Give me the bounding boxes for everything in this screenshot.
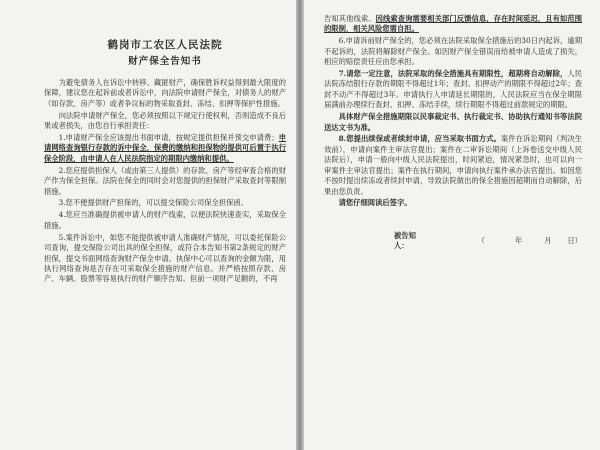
item-1-emphasis: 申请网络查询银行存款的诉中保全，保费的缴纳和担保物的提供可后置于执行保全阶段，由申请人在人民法院指定的期限内缴纳和提供。	[44, 133, 287, 163]
signature-row	[324, 231, 582, 252]
paragraph-item-5: 5.案件诉讼中，如您不能提供被申请人准确财产情况，可以委托保险公司查询，提交保险公司出具的保全担保，或符合本告知书第2条规定的财产担保，提交书面网络查询财产保全申请。执保中心可以查询的金额为限，用执行网络查询是否存在可采取保全措施的财产信息。并严格按照存款、房产、车辆、股票等容易执行的财产顺序告知。但前一项财产足额的，不再	[44, 232, 286, 284]
paragraph-item-6: 6.申请诉前财产保全的，您必须在法院采取保全措施后的30日内起诉，逾期不起诉的，法院将解除财产保全。如因财产保全错误而给被申请人造成了损失，相应的赔偿责任应由您承担。	[324, 36, 582, 67]
paragraph-sign-prompt: 请您仔细阅读后签字。	[338, 198, 412, 208]
item-8-lead: 8.您提出续保或者续封申请，	[338, 134, 435, 144]
paragraph-intro: 为避免债务人在诉讼中转移、藏匿财产，确保胜诉权益得到最大限度的保障，建议您在起诉前或者诉讼中，向法院申请财产保全，对债务人的财产（如存款、房产等）或者争议标的物采取查封、冻结、扣押等保护性措施。	[44, 78, 286, 108]
item-8-text: 案件在诉讼期间（判决生效前），申请向案件主审法官提出；案件在二审诉讼期间（上诉卷送交中级人民法院后），申请一般向中级人民法院提出，时间紧迫，情况紧急时，也可以向一审案件主审法官提出；案件在执行期间，申请向执行案件承办法官提出。如因您不按时提出续冻或者续封申请，导致法院做出的保全措施因超期而自动解除，后果由您负责。	[324, 134, 583, 196]
paragraph-item-3: 3.您不便提供财产担保的，可以提交保险公司保全担保函。	[58, 198, 248, 208]
paragraph-item-8	[324, 134, 582, 196]
paragraph-item-1	[44, 133, 286, 164]
paragraph-rules: 向法院申请财产保全，您必须按照以下规定行使权利，否则造成不良后果或者损失，由您自行承担责任：	[44, 110, 286, 131]
book-gutter	[296, 0, 304, 450]
paragraph-item-4: 4.您应当准确提供被申请人的财产线索，以便法院快速查实，采取保全措施。	[44, 210, 286, 230]
paragraph-continued	[324, 14, 582, 35]
right-page	[304, 0, 600, 450]
date-year: 年	[514, 236, 523, 246]
date-open-paren: （	[477, 236, 485, 246]
item-7-emphasis: 7.请您一定注意，法院采取的保全措施具有期限性，超期将自动解除，	[338, 69, 568, 79]
date-month: 月	[544, 236, 552, 246]
court-title: 鹤岗市工农区人民法院	[107, 39, 223, 51]
left-page	[0, 0, 296, 450]
notice-title: 财产保全告知书	[128, 56, 202, 67]
continued-text: 告知其他线索。	[324, 14, 376, 23]
item-1-text: 1.申请财产保全应该提出书面申请，按规定提供担保并预交申请费；	[58, 133, 279, 143]
signature-date	[478, 236, 582, 246]
paragraph-period-note: 具体财产保全措施期限以民事裁定书、执行裁定书、协助执行通知书等法院送达文书为准。	[324, 112, 582, 132]
paragraph-item-2: 2.您应提供担保人（或由第三人提供）的存款、房产等经审查合格的财产作为保全担保。法院在保全的同时会对您提供的担保财产采取查封等限制措施。	[44, 165, 286, 196]
item-7-text: 人民法院冻结银行存款的期限不得超过1年；查封、扣押动产的期限不得超过2年；查封不动产不得超过3年。申请执行人申请延长期限的，人民法院应当在保全期限届满前办理续行查封、扣押、冻结手续，续行期限不得超过前款规定的期限。	[324, 69, 582, 110]
signature-label: 被告知人：	[394, 230, 416, 251]
paragraph-item-7	[324, 69, 582, 111]
date-day: 日）	[567, 236, 582, 246]
item-8-emphasis: 应当采取书面方式。	[434, 134, 502, 144]
continued-emphasis: 因线索查询需要相关部门反馈信息，存在时间延迟，且有如范围的限制，相关风险您需自担。	[324, 14, 583, 34]
